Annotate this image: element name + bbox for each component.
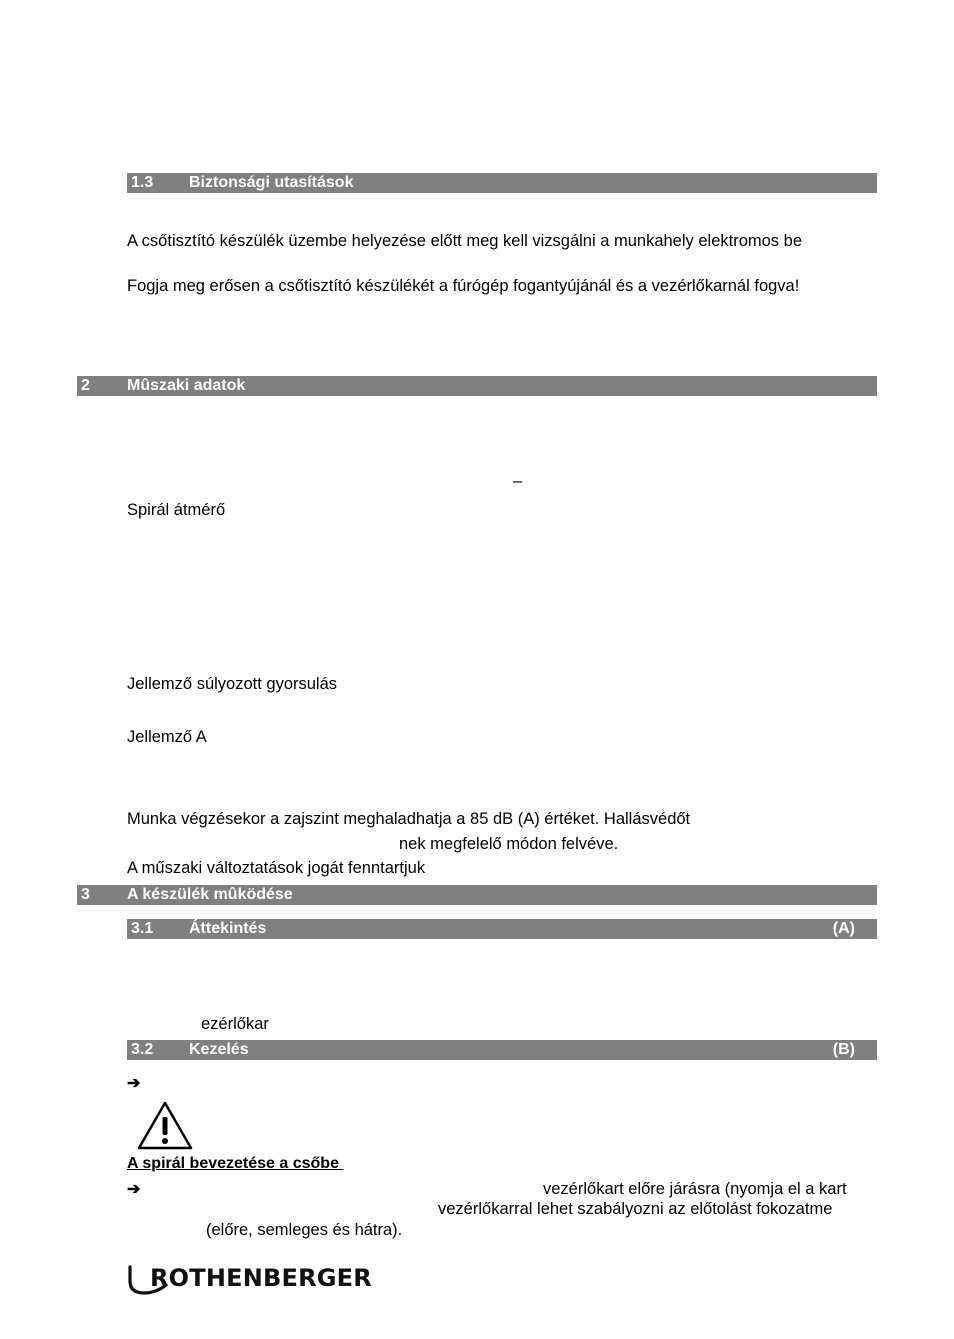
section-number: 1.3 — [131, 174, 154, 191]
safety-paragraph-2: Fogja meg erősen a csőtisztító készülékét a fúrógép fogantyújánál és a vezérlőkarnál fogva! — [127, 277, 800, 295]
operation-line-3: (előre, semleges és hátra). — [206, 1221, 403, 1239]
operation-line-2: vezérlőkarral lehet szabályozni az előtolást fokozatme — [438, 1200, 833, 1218]
logo-wordmark: ROTHENBERGER — [150, 1264, 372, 1292]
section-heading-2 — [77, 376, 877, 396]
section-heading-3-2 — [127, 1040, 877, 1060]
figure-reference: (B) — [832, 1041, 855, 1058]
section-heading-3-1 — [127, 919, 877, 939]
spec-label-sound: Jellemző A — [127, 728, 207, 746]
subheading-spiral-insertion: A spirál bevezetése a csőbe — [127, 1155, 344, 1172]
section-title: Áttekintés — [189, 920, 267, 937]
arrow-icon: ➔ — [127, 1075, 141, 1092]
operation-line-1: vezérlőkart előre járásra (nyomja el a kart — [543, 1180, 847, 1198]
section-title: Biztonsági utasítások — [189, 174, 354, 191]
overview-lever-label: ezérlőkar — [201, 1015, 269, 1033]
technical-changes-note: A műszaki változtatások jogát fenntartjuk — [127, 859, 426, 877]
section-title: Kezelés — [189, 1041, 249, 1058]
section-title: Mûszaki adatok — [127, 377, 246, 394]
section-number: 3.1 — [131, 920, 154, 937]
dash-mark: – — [513, 472, 523, 490]
section-heading-3 — [77, 885, 877, 905]
spec-label-spiral-diameter: Spirál átmérő — [127, 501, 226, 519]
figure-reference: (A) — [832, 920, 855, 937]
section-number: 3 — [81, 886, 90, 903]
noise-warning-text: Munka végzésekor a zajszint meghaladhatja a 85 dB (A) értéket. Hallásvédőt — [127, 810, 691, 828]
warning-triangle-icon — [137, 1101, 193, 1151]
noise-warning-continued: nek megfelelő módon felvéve. — [399, 835, 619, 853]
spec-label-acceleration: Jellemző súlyozott gyorsulás — [127, 675, 338, 693]
section-heading-1-3 — [127, 173, 877, 193]
arrow-icon: ➔ — [127, 1181, 141, 1198]
safety-paragraph-1: A csőtisztító készülék üzembe helyezése előtt meg kell vizsgálni a munkahely elektromos be — [127, 232, 802, 250]
section-number: 3.2 — [131, 1041, 154, 1058]
section-number: 2 — [81, 377, 90, 394]
section-title: A készülék mûködése — [127, 886, 293, 903]
